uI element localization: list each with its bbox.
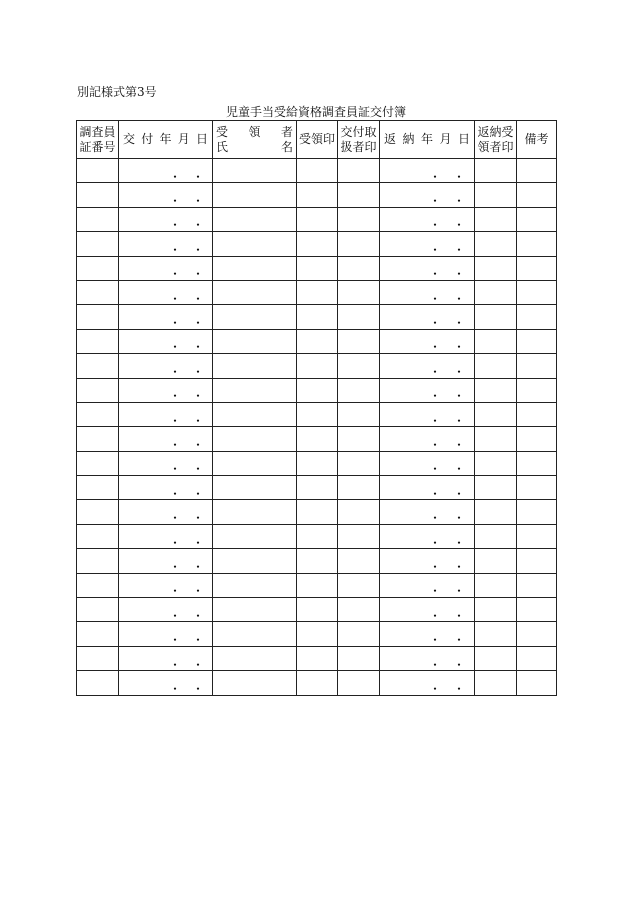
date-separator: ・ xyxy=(192,511,205,525)
date-separator: ・ xyxy=(453,462,466,476)
issue-date-cell[interactable] xyxy=(119,476,213,500)
recipient-name-cell[interactable] xyxy=(213,354,297,378)
issuer-seal-cell[interactable] xyxy=(338,524,380,548)
receipt-seal-cell[interactable] xyxy=(297,402,338,426)
returner-seal-cell[interactable] xyxy=(475,549,517,573)
date-separator: ・ xyxy=(453,194,466,208)
table-row xyxy=(77,207,557,231)
recipient-name-cell[interactable] xyxy=(213,402,297,426)
date-separator: ・ xyxy=(169,267,182,281)
receipt-seal-cell[interactable] xyxy=(297,451,338,475)
return-date-cell[interactable] xyxy=(380,646,475,670)
date-separator: ・ xyxy=(169,316,182,330)
remarks-cell[interactable] xyxy=(517,256,557,280)
return-date-cell[interactable] xyxy=(380,378,475,402)
date-separator: ・ xyxy=(453,340,466,354)
return-date-cell[interactable] xyxy=(380,622,475,646)
returner-seal-cell[interactable] xyxy=(475,280,517,304)
returner-seal-cell[interactable] xyxy=(475,256,517,280)
issue-date-cell[interactable] xyxy=(119,646,213,670)
receipt-seal-cell[interactable] xyxy=(297,549,338,573)
investigator-number-cell[interactable] xyxy=(77,524,119,548)
issue-date-cell[interactable] xyxy=(119,280,213,304)
investigator-number-cell[interactable] xyxy=(77,671,119,695)
receipt-seal-cell[interactable] xyxy=(297,500,338,524)
return-date-cell[interactable] xyxy=(380,427,475,451)
recipient-name-cell[interactable] xyxy=(213,159,297,183)
date-separator: ・ xyxy=(192,584,205,598)
investigator-number-cell[interactable] xyxy=(77,622,119,646)
date-separator: ・ xyxy=(192,681,205,696)
remarks-cell[interactable] xyxy=(517,622,557,646)
investigator-number-cell[interactable] xyxy=(77,451,119,475)
investigator-number-cell[interactable] xyxy=(77,549,119,573)
header-return-date: 返 納 年 月 日 xyxy=(380,121,475,159)
date-separator: ・ xyxy=(169,462,182,476)
recipient-name-cell[interactable] xyxy=(213,427,297,451)
recipient-name-cell[interactable] xyxy=(213,524,297,548)
date-separator: ・ xyxy=(192,389,205,403)
date-separator: ・ xyxy=(429,511,442,525)
investigator-number-cell[interactable] xyxy=(77,256,119,280)
table-row xyxy=(77,500,557,524)
return-date-cell[interactable] xyxy=(380,183,475,207)
date-separator: ・ xyxy=(169,608,182,622)
receipt-seal-cell[interactable] xyxy=(297,671,338,695)
date-separator: ・ xyxy=(429,242,442,257)
date-separator: ・ xyxy=(429,316,442,330)
return-date-cell[interactable] xyxy=(380,207,475,231)
remarks-cell[interactable] xyxy=(517,500,557,524)
issuer-seal-cell[interactable] xyxy=(338,671,380,695)
receipt-seal-cell[interactable] xyxy=(297,354,338,378)
remarks-cell[interactable] xyxy=(517,646,557,670)
date-separator: ・ xyxy=(169,413,182,427)
remarks-cell[interactable] xyxy=(517,329,557,353)
issuer-seal-cell[interactable] xyxy=(338,573,380,597)
receipt-seal-cell[interactable] xyxy=(297,207,338,231)
investigator-number-cell[interactable] xyxy=(77,232,119,256)
issue-date-cell[interactable] xyxy=(119,549,213,573)
table-row xyxy=(77,159,557,183)
date-separator: ・ xyxy=(453,486,466,500)
header-returner-seal: 返納受 領者印 xyxy=(475,121,517,159)
table-row xyxy=(77,549,557,573)
remarks-cell[interactable] xyxy=(517,549,557,573)
date-separator: ・ xyxy=(453,633,466,647)
issuance-register-table xyxy=(76,120,557,696)
date-separator: ・ xyxy=(169,291,182,305)
issue-date-cell[interactable] xyxy=(119,524,213,548)
date-separator: ・ xyxy=(453,608,466,622)
date-separator: ・ xyxy=(453,584,466,598)
issue-date-cell[interactable] xyxy=(119,402,213,426)
date-separator: ・ xyxy=(429,535,442,549)
issuer-seal-cell[interactable] xyxy=(338,232,380,256)
date-separator: ・ xyxy=(169,340,182,354)
issuer-seal-cell[interactable] xyxy=(338,500,380,524)
remarks-cell[interactable] xyxy=(517,427,557,451)
investigator-number-cell[interactable] xyxy=(77,305,119,329)
issuer-seal-cell[interactable] xyxy=(338,402,380,426)
returner-seal-cell[interactable] xyxy=(475,354,517,378)
returner-seal-cell[interactable] xyxy=(475,183,517,207)
return-date-cell[interactable] xyxy=(380,573,475,597)
recipient-name-cell[interactable] xyxy=(213,207,297,231)
receipt-seal-cell[interactable] xyxy=(297,378,338,402)
date-separator: ・ xyxy=(453,437,466,452)
date-separator: ・ xyxy=(429,657,442,671)
issuer-seal-cell[interactable] xyxy=(338,427,380,451)
returner-seal-cell[interactable] xyxy=(475,329,517,353)
recipient-name-cell[interactable] xyxy=(213,549,297,573)
issuer-seal-cell[interactable] xyxy=(338,451,380,475)
header-recipient-name: 受 領 者 氏 名 xyxy=(213,121,297,159)
issue-date-cell[interactable] xyxy=(119,329,213,353)
receipt-seal-cell[interactable] xyxy=(297,256,338,280)
form-number: 別記様式第3号 xyxy=(77,85,157,99)
remarks-cell[interactable] xyxy=(517,671,557,695)
receipt-seal-cell[interactable] xyxy=(297,232,338,256)
header-issue-date: 交 付 年 月 日 xyxy=(119,121,213,159)
recipient-name-cell[interactable] xyxy=(213,646,297,670)
return-date-cell[interactable] xyxy=(380,232,475,256)
return-date-cell[interactable] xyxy=(380,159,475,183)
return-date-cell[interactable] xyxy=(380,280,475,304)
table-row xyxy=(77,329,557,353)
recipient-name-cell[interactable] xyxy=(213,598,297,622)
issue-date-cell[interactable] xyxy=(119,378,213,402)
recipient-name-cell[interactable] xyxy=(213,183,297,207)
date-separator: ・ xyxy=(429,681,442,696)
issuer-seal-cell[interactable] xyxy=(338,280,380,304)
return-date-cell[interactable] xyxy=(380,598,475,622)
remarks-cell[interactable] xyxy=(517,305,557,329)
date-separator: ・ xyxy=(192,437,205,452)
date-separator: ・ xyxy=(192,316,205,330)
investigator-number-cell[interactable] xyxy=(77,646,119,670)
remarks-cell[interactable] xyxy=(517,573,557,597)
table-row xyxy=(77,232,557,256)
date-separator: ・ xyxy=(169,559,182,574)
date-separator: ・ xyxy=(429,437,442,452)
issuer-seal-cell[interactable] xyxy=(338,598,380,622)
issue-date-cell[interactable] xyxy=(119,207,213,231)
issue-date-cell[interactable] xyxy=(119,354,213,378)
table-row xyxy=(77,280,557,304)
recipient-name-cell[interactable] xyxy=(213,378,297,402)
header-receipt-seal: 受領印 xyxy=(297,121,338,159)
date-separator: ・ xyxy=(192,194,205,208)
issuer-seal-cell[interactable] xyxy=(338,549,380,573)
date-separator: ・ xyxy=(169,657,182,671)
issuer-seal-cell[interactable] xyxy=(338,646,380,670)
date-separator: ・ xyxy=(429,267,442,281)
header-issuer-seal: 交付取 扱者印 xyxy=(338,121,380,159)
issue-date-cell[interactable] xyxy=(119,159,213,183)
date-separator: ・ xyxy=(453,413,466,427)
returner-seal-cell[interactable] xyxy=(475,671,517,695)
date-separator: ・ xyxy=(192,242,205,257)
remarks-cell[interactable] xyxy=(517,598,557,622)
date-separator: ・ xyxy=(192,535,205,549)
returner-seal-cell[interactable] xyxy=(475,573,517,597)
investigator-number-cell[interactable] xyxy=(77,159,119,183)
date-separator: ・ xyxy=(429,218,442,232)
recipient-name-cell[interactable] xyxy=(213,256,297,280)
date-separator: ・ xyxy=(453,364,466,379)
date-separator: ・ xyxy=(429,364,442,379)
issue-date-cell[interactable] xyxy=(119,671,213,695)
register-body xyxy=(77,159,557,696)
date-separator: ・ xyxy=(192,218,205,232)
issuer-seal-cell[interactable] xyxy=(338,329,380,353)
table-row xyxy=(77,573,557,597)
remarks-cell[interactable] xyxy=(517,402,557,426)
date-separator: ・ xyxy=(169,486,182,500)
issuer-seal-cell[interactable] xyxy=(338,256,380,280)
date-separator: ・ xyxy=(192,291,205,305)
table-row xyxy=(77,646,557,670)
date-separator: ・ xyxy=(453,559,466,574)
returner-seal-cell[interactable] xyxy=(475,427,517,451)
remarks-cell[interactable] xyxy=(517,476,557,500)
date-separator: ・ xyxy=(169,364,182,379)
date-separator: ・ xyxy=(192,559,205,574)
date-separator: ・ xyxy=(429,389,442,403)
date-separator: ・ xyxy=(192,364,205,379)
date-separator: ・ xyxy=(429,340,442,354)
receipt-seal-cell[interactable] xyxy=(297,305,338,329)
date-separator: ・ xyxy=(169,218,182,232)
recipient-name-cell[interactable] xyxy=(213,305,297,329)
remarks-cell[interactable] xyxy=(517,378,557,402)
investigator-number-cell[interactable] xyxy=(77,476,119,500)
receipt-seal-cell[interactable] xyxy=(297,476,338,500)
investigator-number-cell[interactable] xyxy=(77,427,119,451)
date-separator: ・ xyxy=(453,657,466,671)
issue-date-cell[interactable] xyxy=(119,427,213,451)
recipient-name-cell[interactable] xyxy=(213,280,297,304)
investigator-number-cell[interactable] xyxy=(77,280,119,304)
date-separator: ・ xyxy=(192,633,205,647)
date-separator: ・ xyxy=(192,267,205,281)
issue-date-cell[interactable] xyxy=(119,598,213,622)
date-separator: ・ xyxy=(169,681,182,696)
date-separator: ・ xyxy=(429,462,442,476)
date-separator: ・ xyxy=(192,462,205,476)
receipt-seal-cell[interactable] xyxy=(297,646,338,670)
return-date-cell[interactable] xyxy=(380,524,475,548)
return-date-cell[interactable] xyxy=(380,256,475,280)
investigator-number-cell[interactable] xyxy=(77,402,119,426)
returner-seal-cell[interactable] xyxy=(475,598,517,622)
date-separator: ・ xyxy=(192,486,205,500)
date-separator: ・ xyxy=(192,608,205,622)
recipient-name-cell[interactable] xyxy=(213,500,297,524)
returner-seal-cell[interactable] xyxy=(475,476,517,500)
table-row xyxy=(77,598,557,622)
remarks-cell[interactable] xyxy=(517,354,557,378)
remarks-cell[interactable] xyxy=(517,207,557,231)
table-row xyxy=(77,427,557,451)
returner-seal-cell[interactable] xyxy=(475,646,517,670)
receipt-seal-cell[interactable] xyxy=(297,573,338,597)
investigator-number-cell[interactable] xyxy=(77,378,119,402)
date-separator: ・ xyxy=(169,535,182,549)
issue-date-cell[interactable] xyxy=(119,305,213,329)
return-date-cell[interactable] xyxy=(380,305,475,329)
table-row xyxy=(77,476,557,500)
return-date-cell[interactable] xyxy=(380,671,475,695)
date-separator: ・ xyxy=(453,267,466,281)
issuer-seal-cell[interactable] xyxy=(338,207,380,231)
return-date-cell[interactable] xyxy=(380,329,475,353)
date-separator: ・ xyxy=(169,633,182,647)
date-separator: ・ xyxy=(192,657,205,671)
table-row xyxy=(77,256,557,280)
receipt-seal-cell[interactable] xyxy=(297,427,338,451)
table-row xyxy=(77,524,557,548)
recipient-name-cell[interactable] xyxy=(213,451,297,475)
investigator-number-cell[interactable] xyxy=(77,500,119,524)
date-separator: ・ xyxy=(429,608,442,622)
date-separator: ・ xyxy=(192,340,205,354)
investigator-number-cell[interactable] xyxy=(77,573,119,597)
table-row xyxy=(77,378,557,402)
document-title: 児童手当受給資格調査員証交付簿 xyxy=(225,105,406,119)
recipient-name-cell[interactable] xyxy=(213,232,297,256)
recipient-name-cell[interactable] xyxy=(213,622,297,646)
return-date-cell[interactable] xyxy=(380,549,475,573)
returner-seal-cell[interactable] xyxy=(475,451,517,475)
date-separator: ・ xyxy=(192,413,205,427)
receipt-seal-cell[interactable] xyxy=(297,280,338,304)
header-row xyxy=(77,121,557,159)
table-row xyxy=(77,451,557,475)
issue-date-cell[interactable] xyxy=(119,232,213,256)
return-date-cell[interactable] xyxy=(380,500,475,524)
remarks-cell[interactable] xyxy=(517,159,557,183)
date-separator: ・ xyxy=(169,437,182,452)
investigator-number-cell[interactable] xyxy=(77,598,119,622)
return-date-cell[interactable] xyxy=(380,354,475,378)
remarks-cell[interactable] xyxy=(517,183,557,207)
table-row xyxy=(77,402,557,426)
date-separator: ・ xyxy=(169,584,182,598)
receipt-seal-cell[interactable] xyxy=(297,622,338,646)
table-row xyxy=(77,354,557,378)
issue-date-cell[interactable] xyxy=(119,573,213,597)
receipt-seal-cell[interactable] xyxy=(297,524,338,548)
date-separator: ・ xyxy=(453,511,466,525)
date-separator: ・ xyxy=(453,389,466,403)
date-separator: ・ xyxy=(169,242,182,257)
recipient-name-cell[interactable] xyxy=(213,573,297,597)
issue-date-cell[interactable] xyxy=(119,256,213,280)
returner-seal-cell[interactable] xyxy=(475,500,517,524)
date-separator: ・ xyxy=(429,169,442,183)
issue-date-cell[interactable] xyxy=(119,183,213,207)
remarks-cell[interactable] xyxy=(517,280,557,304)
remarks-cell[interactable] xyxy=(517,524,557,548)
returner-seal-cell[interactable] xyxy=(475,159,517,183)
date-separator: ・ xyxy=(429,584,442,598)
date-separator: ・ xyxy=(429,194,442,208)
date-separator: ・ xyxy=(169,389,182,403)
returner-seal-cell[interactable] xyxy=(475,305,517,329)
table-row xyxy=(77,183,557,207)
receipt-seal-cell[interactable] xyxy=(297,183,338,207)
recipient-name-cell[interactable] xyxy=(213,476,297,500)
table-row xyxy=(77,671,557,695)
remarks-cell[interactable] xyxy=(517,232,557,256)
recipient-name-cell[interactable] xyxy=(213,671,297,695)
return-date-cell[interactable] xyxy=(380,451,475,475)
issuer-seal-cell[interactable] xyxy=(338,622,380,646)
issue-date-cell[interactable] xyxy=(119,451,213,475)
header-investigator-number: 調査員 証番号 xyxy=(77,121,119,159)
header-remarks: 備考 xyxy=(517,121,557,159)
date-separator: ・ xyxy=(192,169,205,183)
return-date-cell[interactable] xyxy=(380,476,475,500)
table-row xyxy=(77,622,557,646)
date-separator: ・ xyxy=(169,511,182,525)
issuer-seal-cell[interactable] xyxy=(338,476,380,500)
receipt-seal-cell[interactable] xyxy=(297,329,338,353)
date-separator: ・ xyxy=(429,413,442,427)
investigator-number-cell[interactable] xyxy=(77,183,119,207)
date-separator: ・ xyxy=(169,194,182,208)
receipt-seal-cell[interactable] xyxy=(297,159,338,183)
date-separator: ・ xyxy=(453,242,466,257)
date-separator: ・ xyxy=(453,681,466,696)
return-date-cell[interactable] xyxy=(380,402,475,426)
date-separator: ・ xyxy=(429,633,442,647)
returner-seal-cell[interactable] xyxy=(475,378,517,402)
investigator-number-cell[interactable] xyxy=(77,329,119,353)
issuer-seal-cell[interactable] xyxy=(338,159,380,183)
date-separator: ・ xyxy=(453,535,466,549)
date-separator: ・ xyxy=(453,316,466,330)
table-row xyxy=(77,305,557,329)
issuer-seal-cell[interactable] xyxy=(338,378,380,402)
returner-seal-cell[interactable] xyxy=(475,207,517,231)
returner-seal-cell[interactable] xyxy=(475,402,517,426)
investigator-number-cell[interactable] xyxy=(77,207,119,231)
issue-date-cell[interactable] xyxy=(119,622,213,646)
issuer-seal-cell[interactable] xyxy=(338,183,380,207)
date-separator: ・ xyxy=(169,169,182,183)
remarks-cell[interactable] xyxy=(517,451,557,475)
returner-seal-cell[interactable] xyxy=(475,232,517,256)
date-separator: ・ xyxy=(429,291,442,305)
receipt-seal-cell[interactable] xyxy=(297,598,338,622)
date-separator: ・ xyxy=(429,559,442,574)
returner-seal-cell[interactable] xyxy=(475,524,517,548)
issue-date-cell[interactable] xyxy=(119,500,213,524)
recipient-name-cell[interactable] xyxy=(213,329,297,353)
date-separator: ・ xyxy=(453,291,466,305)
returner-seal-cell[interactable] xyxy=(475,622,517,646)
date-separator: ・ xyxy=(453,169,466,183)
date-separator: ・ xyxy=(453,218,466,232)
investigator-number-cell[interactable] xyxy=(77,354,119,378)
issuer-seal-cell[interactable] xyxy=(338,354,380,378)
date-separator: ・ xyxy=(429,486,442,500)
issuer-seal-cell[interactable] xyxy=(338,305,380,329)
